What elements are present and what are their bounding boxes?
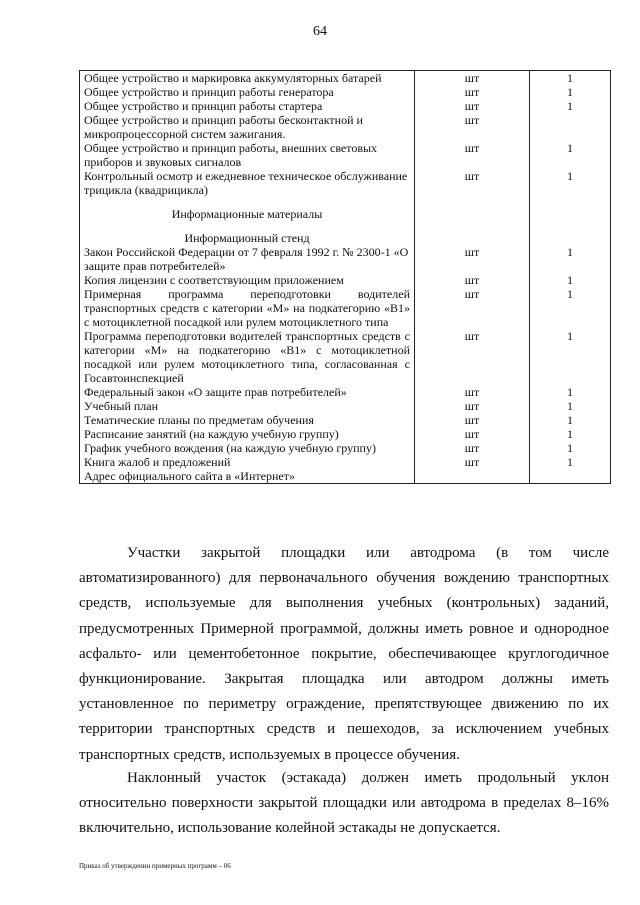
item-unit: шт bbox=[415, 113, 530, 141]
item-name: Закон Российской Федерации от 7 февраля 1992 г. № 2300-1 «О защите прав потребителей» bbox=[80, 245, 415, 273]
item-qty: 1 bbox=[567, 329, 573, 343]
table-row bbox=[80, 287, 610, 329]
item-name: Общее устройство и принцип работы бесконтактной и микропроцессорной систем зажигания. bbox=[80, 113, 415, 141]
table-row bbox=[80, 245, 610, 273]
table-row bbox=[80, 399, 610, 413]
item-qty: 1 bbox=[567, 427, 573, 441]
item-unit bbox=[415, 469, 530, 483]
item-unit bbox=[415, 227, 530, 245]
subsection-title: Информационный стенд bbox=[80, 227, 415, 245]
table-row bbox=[80, 99, 610, 113]
table-section-heading bbox=[80, 197, 610, 227]
item-qty bbox=[530, 197, 610, 227]
item-unit: шт bbox=[415, 329, 530, 385]
item-name: Общее устройство и принцип работы генератора bbox=[80, 85, 415, 99]
item-unit: шт bbox=[415, 441, 530, 455]
item-qty bbox=[530, 227, 610, 245]
table-row bbox=[80, 169, 610, 197]
item-name: Расписание занятий (на каждую учебную группу) bbox=[80, 427, 415, 441]
table-row bbox=[80, 273, 610, 287]
item-unit: шт bbox=[415, 287, 530, 329]
item-name: Примерная программа переподготовки водителей транспортных средств с категории «М» на подкатегорию «В1» с мотоциклетной посадкой или рулем мотоциклетного типа bbox=[80, 287, 415, 329]
item-qty: 1 bbox=[567, 85, 573, 99]
item-unit: шт bbox=[415, 427, 530, 441]
item-qty bbox=[530, 469, 610, 483]
item-qty: 1 bbox=[567, 287, 573, 301]
item-qty: 1 bbox=[567, 385, 573, 399]
page-footer: Приказ об утверждении примерных программ – 06 bbox=[79, 862, 231, 870]
item-unit: шт bbox=[415, 85, 530, 99]
item-unit: шт bbox=[415, 245, 530, 273]
table-row bbox=[80, 329, 610, 385]
item-name: Адрес официального сайта в «Интернет» bbox=[80, 469, 415, 483]
item-name: Копия лицензии с соответствующим приложением bbox=[80, 273, 415, 287]
item-qty: 1 bbox=[567, 413, 573, 427]
item-unit: шт bbox=[415, 141, 530, 169]
item-qty: 1 bbox=[567, 273, 573, 287]
item-qty: 1 bbox=[567, 169, 573, 183]
body-paragraph: Участки закрытой площадки или автодрома (в том числе автоматизированного) для первоначального обучения вождению транспортных средств, используемые для выполнения учебных (контрольных) заданий, предусмотренных Примерной программой, должны иметь ровное и однородное асфальто- или цементобетонное покрытие, обеспечивающее круглогодичное функционирование. Закрытая площадка или автодром должны иметь установленное по периметру ограждение, препятствующее движению по их территории транспортных средств и пешеходов, за исключением учебных транспортных средств, используемых в процессе обучения. bbox=[79, 545, 609, 763]
item-name: Федеральный закон «О защите прав потребителей» bbox=[80, 385, 415, 399]
equipment-table bbox=[79, 70, 611, 484]
section-title: Информационные материалы bbox=[80, 197, 415, 227]
item-name: График учебного вождения (на каждую учебную группу) bbox=[80, 441, 415, 455]
table-row bbox=[80, 85, 610, 99]
item-name: Книга жалоб и предложений bbox=[80, 455, 415, 469]
table-row bbox=[80, 413, 610, 427]
item-unit: шт bbox=[415, 169, 530, 197]
item-name: Контрольный осмотр и ежедневное техническое обслуживание трицикла (квадрицикла) bbox=[80, 169, 415, 197]
table-subsection-heading bbox=[80, 227, 610, 245]
item-unit bbox=[415, 197, 530, 227]
item-name: Учебный план bbox=[80, 399, 415, 413]
item-qty: 1 bbox=[567, 455, 573, 469]
table-row bbox=[80, 455, 610, 469]
item-name: Тематические планы по предметам обучения bbox=[80, 413, 415, 427]
item-name: Программа переподготовки водителей транспортных средств с категории «М» на подкатегорию «В1» с мотоциклетной посадкой или рулем мотоциклетного типа, согласованная с Госавтоинспекцией bbox=[80, 329, 415, 385]
body-paragraph: Наклонный участок (эстакада) должен иметь продольный уклон относительно поверхности закрытой площадки или автодрома в пределах 8–16% включительно, использование колейной эстакады не допускается. bbox=[79, 770, 609, 837]
item-unit: шт bbox=[415, 385, 530, 399]
item-unit: шт bbox=[415, 413, 530, 427]
item-qty bbox=[530, 113, 610, 141]
table-row bbox=[80, 385, 610, 399]
item-unit: шт bbox=[415, 399, 530, 413]
item-qty: 1 bbox=[567, 399, 573, 413]
table-row bbox=[80, 71, 610, 85]
item-unit: шт bbox=[415, 455, 530, 469]
table-row bbox=[80, 469, 610, 484]
item-name: Общее устройство и маркировка аккумуляторных батарей bbox=[80, 71, 415, 85]
item-name: Общее устройство и принцип работы стартера bbox=[80, 99, 415, 113]
item-qty: 1 bbox=[567, 245, 573, 259]
item-unit: шт bbox=[415, 273, 530, 287]
table-row bbox=[80, 427, 610, 441]
item-unit: шт bbox=[415, 99, 530, 113]
item-qty: 1 bbox=[567, 71, 573, 85]
table-row bbox=[80, 113, 610, 141]
page-number: 64 bbox=[313, 24, 327, 39]
item-qty: 1 bbox=[567, 141, 573, 155]
item-name: Общее устройство и принцип работы, внешних световых приборов и звуковых сигналов bbox=[80, 141, 415, 169]
item-qty: 1 bbox=[567, 441, 573, 455]
item-qty: 1 bbox=[567, 99, 573, 113]
table-row bbox=[80, 141, 610, 169]
item-unit: шт bbox=[415, 71, 530, 85]
table-row bbox=[80, 441, 610, 455]
